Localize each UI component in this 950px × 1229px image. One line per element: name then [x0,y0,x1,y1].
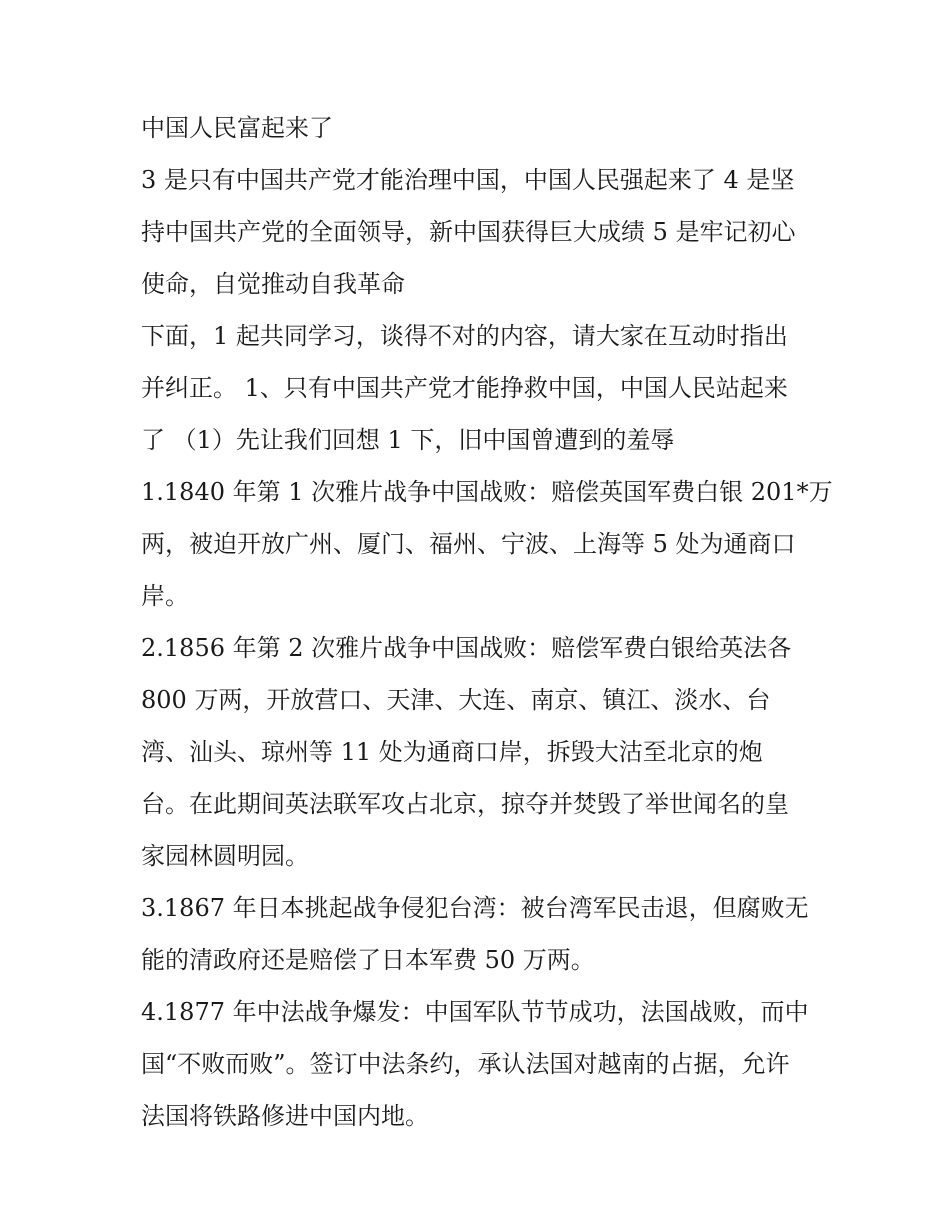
text-line: 下面，1 起共同学习，谈得不对的内容，请大家在互动时指出 [141,322,788,350]
document-body [141,110,833,1135]
paragraph [141,890,821,979]
text-line: 3.1867 年日本挑起战争侵犯台湾：被台湾军民击退，但腐败无 [141,894,809,922]
text-line: 法国将铁路修进中国内地。 [141,1102,429,1130]
text-line: 1.1840 年第 1 次雅片战争中国战败：赔偿英国军费白银 201*万 [141,478,833,506]
text-line: 并纠正。 1、只有中国共产党才能挣救中国，中国人民站起来 [141,374,788,402]
text-line: 国“不败而败”。签订中法条约，承认法国对越南的占据，允许 [141,1050,790,1078]
text-line: 台。在此期间英法联军攻占北京，掠夺并焚毁了举世闻名的皇 [141,790,789,818]
text-line: 使命，自觉推动自我革命 [141,270,405,298]
text-line: 4.1877 年中法战争爆发：中国军队节节成功，法国战败，而中 [141,998,809,1026]
text-line: 两，被迫开放广州、厦门、福州、宁波、上海等 5 处为通商口 [141,530,796,558]
text-line: 湾、汕头、琼州等 11 处为通商口岸，拆毁大沽至北京的炮 [141,738,763,766]
text-line: 岸。 [141,582,189,610]
paragraph [141,110,821,147]
paragraph [141,630,821,875]
text-line: 3 是只有中国共产党才能治理中国，中国人民强起来了 4 是坚 [141,166,795,194]
paragraph [141,162,821,303]
paragraph [141,474,833,615]
text-line: 家园林圆明园。 [141,842,309,870]
paragraph [141,994,821,1135]
paragraph [141,318,821,459]
text-line: 持中国共产党的全面领导，新中国获得巨大成绩 5 是牢记初心 [141,218,796,246]
text-line: 中国人民富起来了 [141,114,333,142]
text-line: 2.1856 年第 2 次雅片战争中国战败：赔偿军费白银给英法各 [141,634,792,662]
text-line: 能的清政府还是赔偿了日本军费 50 万两。 [141,946,595,974]
text-line: 800 万两，开放营口、天津、大连、南京、镇江、淡水、台 [141,686,771,714]
text-line: 了 （1）先让我们回想 1 下，旧中国曾遭到的羞辱 [141,426,675,454]
